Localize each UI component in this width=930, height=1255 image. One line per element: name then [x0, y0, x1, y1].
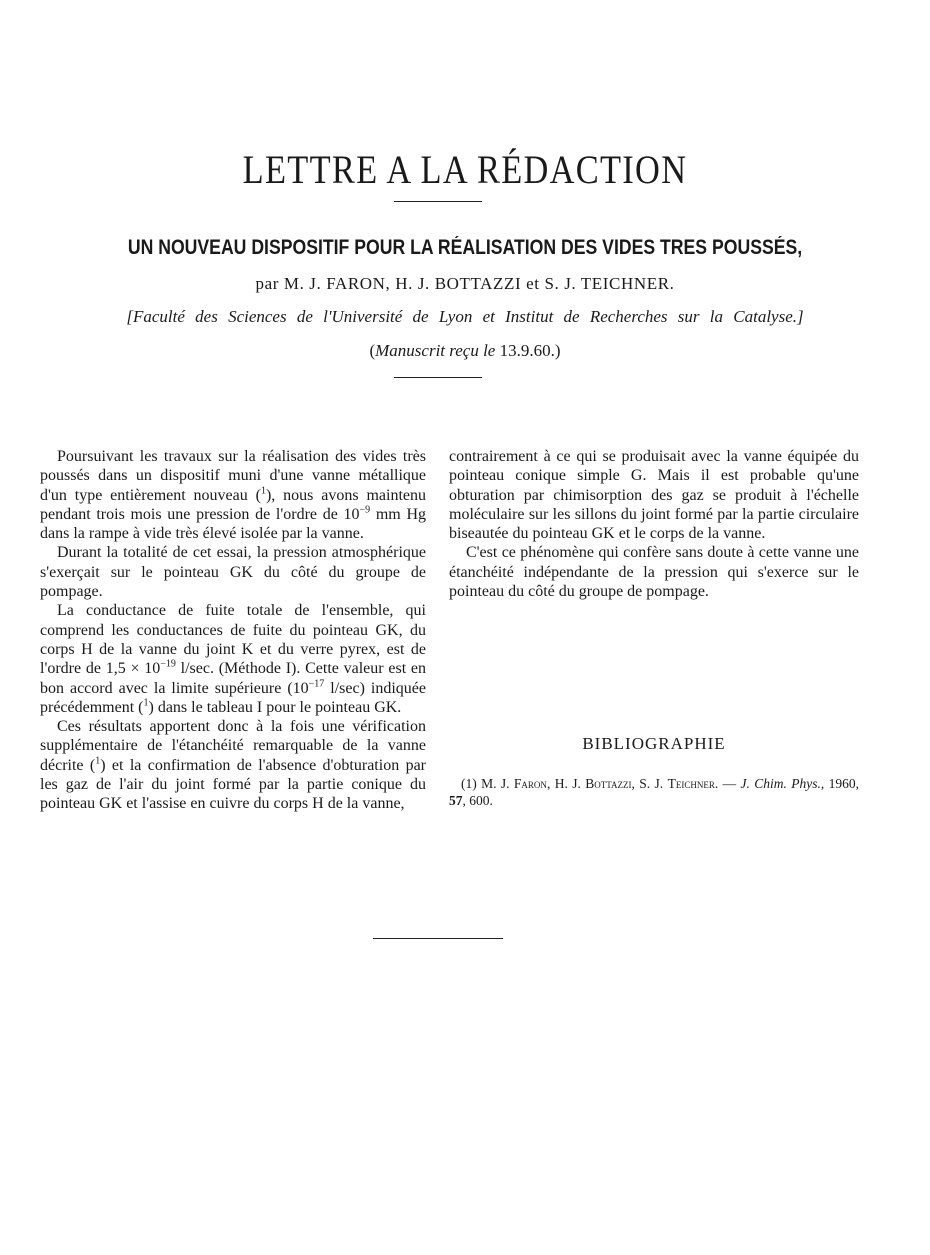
text-column-left [40, 447, 426, 814]
paragraph-3: La conductance de fuite totale de l'ensemble, qui comprend les conductances de fuite du pointeau GK, du corps H de la vanne du joint K et du verre pyrex, est de l'ordre de $1,5 \times 10^{-19}$ l/sec. (Méthode I). Cette valeur est en bon accord avec la limite supérieure ($10^{-17}$ l/sec) indiquée précédemment ($^1$) dans le tableau I pour le pointeau GK. [40, 602, 426, 716]
bibliography-heading: BIBLIOGRAPHIE [582, 734, 726, 753]
bibliography-entry: (1) M. J. Faron, H. J. Bottazzi, S. J. Teichner. — J. Chim. Phys., 1960, 57, 600. [449, 776, 860, 808]
paragraph-2: Durant la totalité de cet essai, la pression atmosphérique s'exerçait sur le pointeau GK du côté du groupe de pompage. [40, 544, 426, 601]
header-bottom-rule [394, 377, 482, 378]
article-title: LETTRE A LA RÉDACTION [242, 147, 688, 192]
received-line: (Manuscrit reçu le 13.9.60.) [369, 341, 561, 360]
paragraph-1: Poursuivant les travaux sur la réalisation des vides très poussés dans un dispositif muni d'une vanne métallique d'un type entièrement nouveau ($^1$), nous avons maintenu pendant trois mois une pression de l'ordre de $10^{-9}$ mm Hg dans la rampe à vide très élevé isolée par la vanne. [40, 448, 427, 543]
authors-line: par M. J. FARON, H. J. BOTTAZZI et S. J. TEICHNER. [255, 274, 675, 293]
paragraph-4-start: Ces résultats apportent donc à la fois une vérification supplémentaire de l'étanchéité remarquable de la vanne décrite ($^1$) et la confirmation de l'absence d'obturation par les gaz de l'air du joint formé par la partie conique du pointeau GK et l'assise en cuivre du corps H de la vanne, [40, 718, 426, 813]
article-subtitle: UN NOUVEAU DISPOSITIF POUR LA RÉALISATION DES VIDES TRES POUSSÉS, [127, 236, 803, 259]
footer-rule [373, 938, 503, 939]
title-rule [394, 201, 482, 202]
affiliation-line: [Faculté des Sciences de l'Université de Lyon et Institut de Recherches sur la Catalyse.] [126, 307, 804, 326]
paragraph-4-continued: contrairement à ce qui se produisait avec la vanne équipée du pointeau conique simple G. Mais il est probable qu'une obturation par chimisorption des gaz se produit à l'échelle moléculaire sur les sillons du joint formé par la partie circulaire biseautée du pointeau GK et le corps de la vanne. [449, 448, 859, 543]
text-column-right [449, 447, 859, 601]
paragraph-5: C'est ce phénomène qui confère sans doute à cette vanne une étanchéité indépendante de la pression qui s'exerce sur le pointeau du côté du groupe de pompage. [449, 544, 859, 601]
